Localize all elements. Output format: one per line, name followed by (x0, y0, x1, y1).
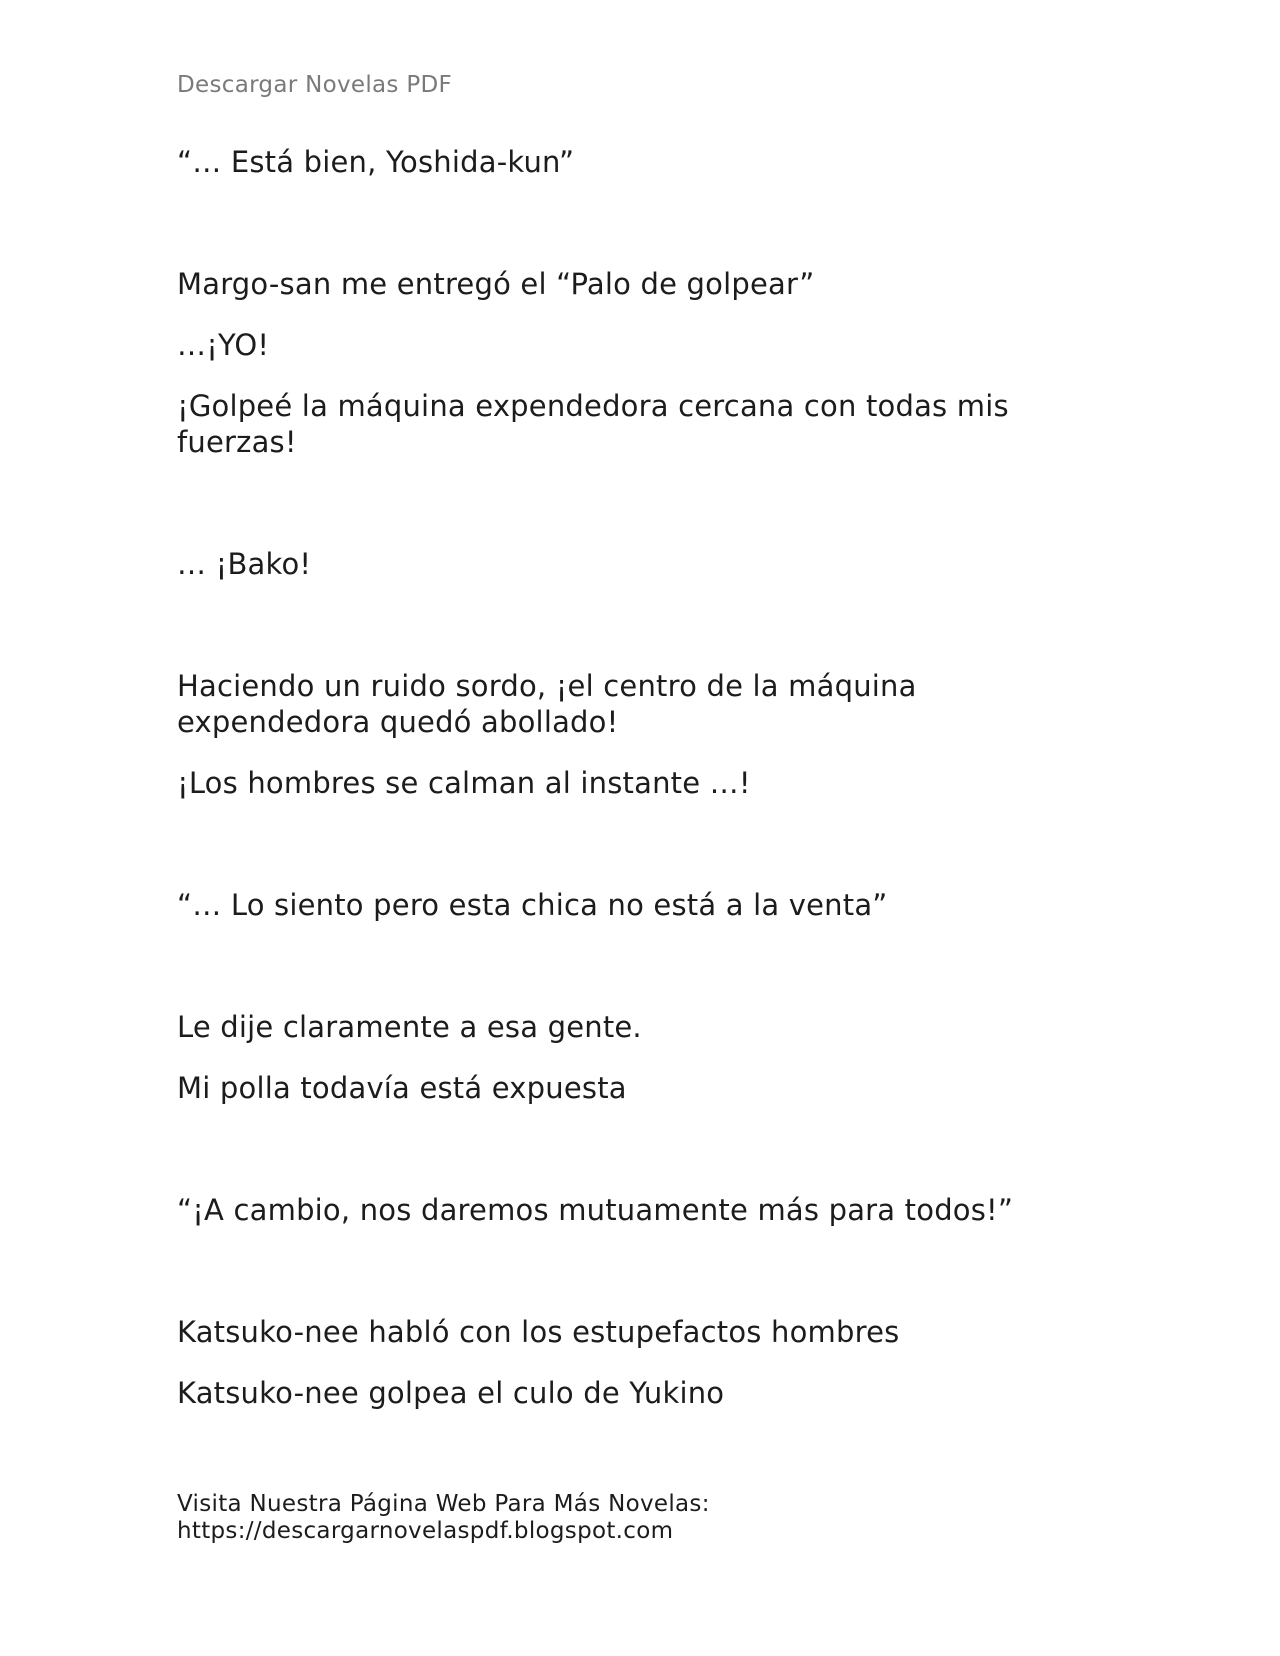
paragraph: “… Lo siento pero esta chica no está a la venta” (177, 888, 888, 922)
paragraph: … ¡Bako! (177, 547, 312, 581)
paragraph: Margo-san me entregó el “Palo de golpear” (177, 267, 815, 301)
paragraph: Katsuko-nee golpea el culo de Yukino (177, 1376, 725, 1410)
paragraph: ¡Golpeé la máquina expendedora cercana con todas mis fuerzas! (177, 389, 1009, 459)
paragraph: Haciendo un ruido sordo, ¡el centro de la máquina expendedora quedó abollado! (177, 669, 917, 739)
page-footer (177, 1491, 710, 1545)
footer-text: Visita Nuestra Página Web Para Más Novelas: (177, 1491, 710, 1517)
paragraph: Katsuko-nee habló con los estupefactos hombres (177, 1315, 900, 1349)
paragraph: …¡YO! (177, 328, 270, 362)
paragraph: Le dije claramente a esa gente. (177, 1010, 642, 1044)
paragraph: “… Está bien, Yoshida-kun” (177, 145, 575, 179)
footer-link[interactable]: https://descargarnovelaspdf.blogspot.com (177, 1518, 674, 1544)
paragraph: “¡A cambio, nos daremos mutuamente más para todos!” (177, 1193, 1014, 1227)
paragraph: Mi polla todavía está expuesta (177, 1071, 627, 1105)
document-body (177, 144, 1037, 1436)
paragraph: ¡Los hombres se calman al instante …! (177, 766, 751, 800)
page-header: Descargar Novelas PDF (177, 72, 453, 98)
